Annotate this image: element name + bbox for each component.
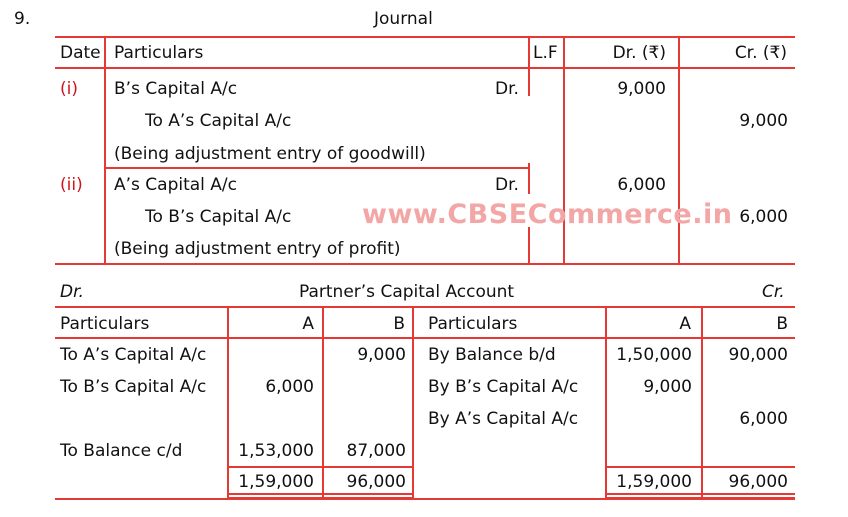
entry-narration: (Being adjustment entry of goodwill) [114, 144, 426, 164]
debit-particulars: To Balance c/d [60, 441, 183, 461]
entry-narration: (Being adjustment entry of profit) [114, 239, 401, 259]
debit-b: 9,000 [357, 345, 406, 365]
entry-cr-amount: 9,000 [739, 111, 788, 131]
credit-b: 90,000 [728, 345, 788, 365]
entry-debit-account: A’s Capital A/c [114, 175, 238, 195]
journal-title: Journal [374, 9, 433, 29]
credit-b: 6,000 [739, 409, 788, 429]
credit-a: 1,50,000 [616, 345, 692, 365]
ledger-header-b: B [393, 314, 405, 334]
entry-date: (i) [60, 79, 78, 99]
journal-header-date: Date [60, 43, 101, 63]
credit-total-b: 96,000 [728, 472, 788, 492]
question-number: 9. [14, 9, 31, 29]
watermark: www.CBSECommerce.in [362, 199, 733, 230]
ledger-cr-label: Cr. [762, 282, 785, 302]
debit-a: 6,000 [265, 377, 314, 397]
ledger-header-b: B [776, 314, 788, 334]
ledger-dr-label: Dr. [60, 282, 84, 302]
debit-b: 87,000 [346, 441, 406, 461]
entry-date: (ii) [60, 175, 83, 195]
ledger-header-a: A [302, 314, 314, 334]
credit-particulars: By B’s Capital A/c [428, 377, 579, 397]
journal-header-cr: Cr. (₹) [734, 43, 787, 63]
entry-dr-marker: Dr. [495, 79, 519, 99]
journal-header-particulars: Particulars [114, 43, 204, 63]
entry-cr-amount: 6,000 [739, 207, 788, 227]
entry-dr-amount: 9,000 [617, 79, 666, 99]
credit-a: 9,000 [643, 377, 692, 397]
debit-a: 1,53,000 [238, 441, 314, 461]
credit-total-a: 1,59,000 [616, 472, 692, 492]
ledger-header-a: A [679, 314, 691, 334]
debit-particulars: To B’s Capital A/c [60, 377, 207, 397]
entry-dr-marker: Dr. [495, 175, 519, 195]
entry-credit-account: To B’s Capital A/c [145, 207, 292, 227]
debit-particulars: To A’s Capital A/c [60, 345, 207, 365]
entry-dr-amount: 6,000 [617, 175, 666, 195]
ledger-header-particulars: Particulars [60, 314, 150, 334]
entry-credit-account: To A’s Capital A/c [145, 111, 292, 131]
entry-debit-account: B’s Capital A/c [114, 79, 238, 99]
journal-header-lf: L.F [533, 43, 558, 63]
credit-particulars: By A’s Capital A/c [428, 409, 579, 429]
debit-total-b: 96,000 [346, 472, 406, 492]
debit-total-a: 1,59,000 [238, 472, 314, 492]
journal-header-dr: Dr. (₹) [612, 43, 666, 63]
credit-particulars: By Balance b/d [428, 345, 556, 365]
ledger-header-particulars: Particulars [428, 314, 518, 334]
ledger-title: Partner’s Capital Account [299, 282, 515, 302]
